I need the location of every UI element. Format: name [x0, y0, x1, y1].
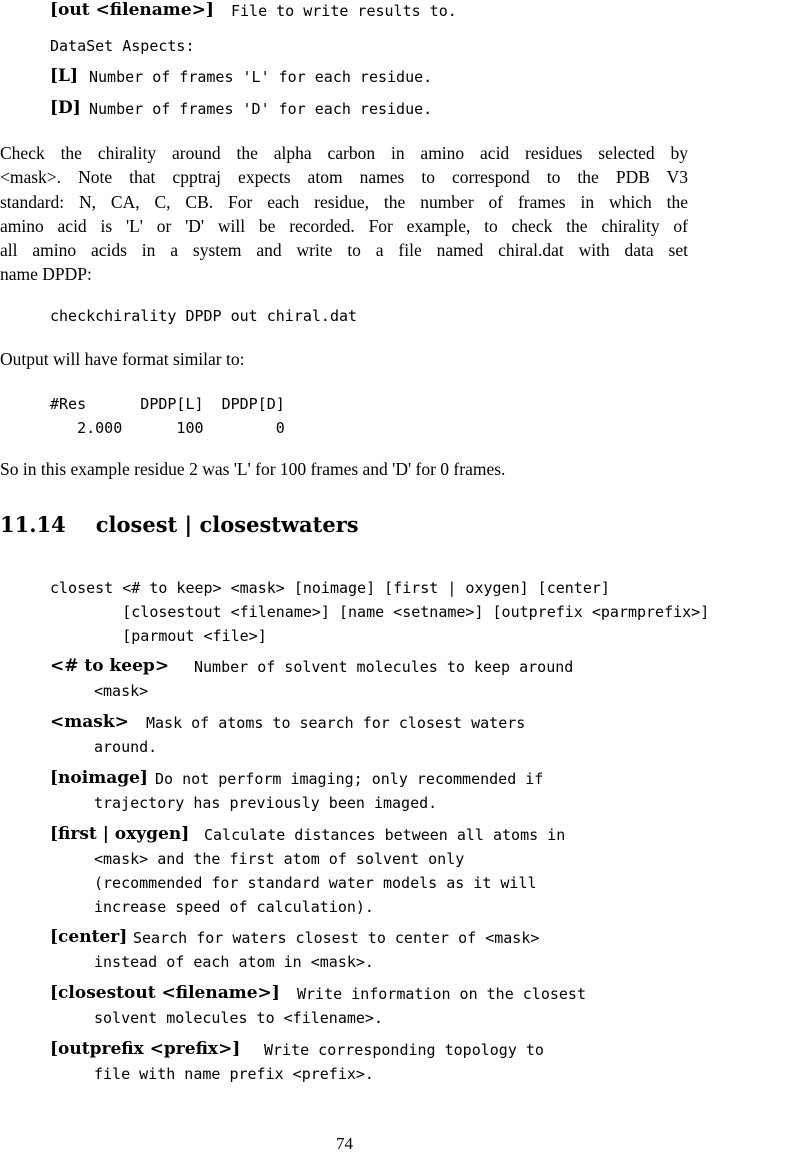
option-desc: <mask>: [94, 682, 149, 700]
option-desc: Write corresponding topology to: [264, 1041, 544, 1059]
option-term: [out <filename>]: [50, 0, 214, 20]
option-desc: around.: [94, 738, 158, 756]
option-desc: (recommended for standard water models as it will: [94, 874, 537, 892]
syntax-line: [closestout <filename>] [name <setname>] [outprefix <parmprefix>]: [50, 603, 710, 621]
paragraph-line: Check the chirality around the alpha carbon in amino acid residues selected by: [0, 143, 688, 163]
section-heading: [0, 512, 359, 537]
option-desc: increase speed of calculation).: [94, 898, 374, 916]
option-desc: File to write results to.: [231, 2, 457, 20]
code-example: checkchirality DPDP out chiral.dat: [50, 307, 358, 325]
option-desc: <mask> and the first atom of solvent only: [94, 850, 465, 868]
option-term: [noimage]: [50, 768, 148, 788]
output-header: #Res DPDP[L] DPDP[D]: [50, 395, 285, 413]
output-row: 2.000 100 0: [50, 419, 285, 437]
option-desc: Calculate distances between all atoms in: [204, 826, 566, 844]
aspect-desc: Number of frames 'L' for each residue.: [89, 68, 433, 86]
syntax-line: closest <# to keep> <mask> [noimage] [first | oxygen] [center]: [50, 579, 610, 597]
option-term: [outprefix <prefix>]: [50, 1039, 241, 1059]
aspect-term: [D]: [50, 98, 81, 118]
option-desc: instead of each atom in <mask>.: [94, 953, 374, 971]
syntax-line: [parmout <file>]: [50, 627, 267, 645]
section-title: closest | closestwaters: [95, 512, 359, 537]
option-term: [closestout <filename>]: [50, 983, 280, 1003]
option-desc: Number of solvent molecules to keep around: [194, 658, 574, 676]
example-note: So in this example residue 2 was 'L' for 100 frames and 'D' for 0 frames.: [0, 459, 506, 479]
option-desc: file with name prefix <prefix>.: [94, 1065, 374, 1083]
option-desc: solvent molecules to <filename>.: [94, 1009, 383, 1027]
output-intro: Output will have format similar to:: [0, 349, 245, 369]
paragraph-line: name DPDP:: [0, 264, 92, 285]
option-desc: trajectory has previously been imaged.: [94, 794, 438, 812]
section-number: 11.14: [0, 512, 66, 537]
option-term: <# to keep>: [50, 656, 170, 676]
option-term: [first | oxygen]: [50, 824, 190, 844]
paragraph-line: standard: N, CA, C, CB. For each residue, the number of frames in which the: [0, 191, 688, 212]
aspects-label: DataSet Aspects:: [50, 37, 195, 55]
option-desc: Do not perform imaging; only recommended if: [155, 770, 544, 788]
page-number: 74: [336, 1134, 353, 1153]
option-term: [center]: [50, 927, 128, 947]
paragraph-line: amino acid is 'L' or 'D' will be recorded. For example, to check the chirality of: [0, 215, 688, 236]
option-term: <mask>: [50, 712, 129, 732]
paragraph-line: all amino acids in a system and write to a file named chiral.dat with data set: [0, 240, 688, 261]
aspect-term: [L]: [50, 66, 79, 86]
option-desc: Mask of atoms to search for closest waters: [146, 714, 526, 732]
aspect-desc: Number of frames 'D' for each residue.: [89, 100, 433, 118]
option-desc: Write information on the closest: [297, 985, 586, 1003]
paragraph-line: <mask>. Note that cpptraj expects atom names to correspond to the PDB V3: [0, 167, 688, 188]
description-paragraph: [0, 141, 688, 287]
option-desc: Search for waters closest to center of <mask>: [133, 929, 540, 947]
